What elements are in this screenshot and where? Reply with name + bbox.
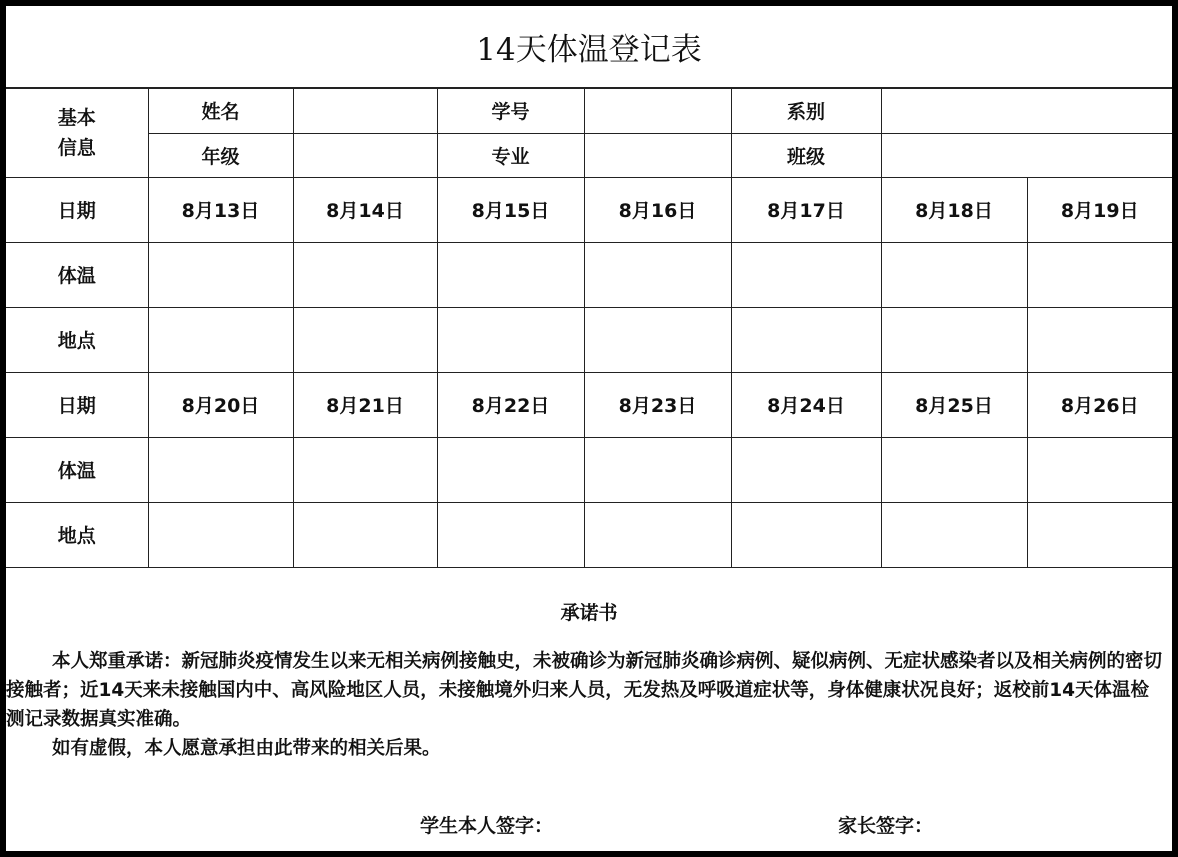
temperature-table [6, 89, 1172, 568]
date-cell: 8月16日 [584, 177, 731, 242]
temp-label: 体温 [6, 242, 148, 307]
temp-cell[interactable] [731, 437, 881, 502]
temp-row-week2 [6, 437, 1172, 502]
temp-cell[interactable] [1027, 242, 1172, 307]
pledge-body [6, 647, 1172, 763]
temp-cell[interactable] [293, 437, 437, 502]
place-cell[interactable] [584, 502, 731, 567]
date-cell: 8月24日 [731, 372, 881, 437]
place-cell[interactable] [437, 502, 584, 567]
place-label: 地点 [6, 307, 148, 372]
name-label: 姓名 [148, 89, 293, 133]
class-field[interactable] [881, 133, 1172, 177]
student-id-label: 学号 [437, 89, 584, 133]
temp-cell[interactable] [148, 437, 293, 502]
place-cell[interactable] [731, 307, 881, 372]
grade-label: 年级 [148, 133, 293, 177]
grade-field[interactable] [293, 133, 437, 177]
place-cell[interactable] [881, 307, 1027, 372]
place-cell[interactable] [1027, 307, 1172, 372]
major-label: 专业 [437, 133, 584, 177]
temp-cell[interactable] [731, 242, 881, 307]
department-label: 系别 [731, 89, 881, 133]
student-signature-label[interactable]: 学生本人签字： [420, 815, 554, 837]
date-cell: 8月25日 [881, 372, 1027, 437]
basic-label-line1: 基本 [57, 106, 96, 129]
date-cell: 8月22日 [437, 372, 584, 437]
form-title: 14天体温登记表 [6, 6, 1172, 89]
date-cell: 8月19日 [1027, 177, 1172, 242]
basic-info-label [6, 89, 148, 177]
temp-cell[interactable] [1027, 437, 1172, 502]
place-cell[interactable] [293, 307, 437, 372]
place-cell[interactable] [437, 307, 584, 372]
place-row-week2 [6, 502, 1172, 567]
place-cell[interactable] [148, 307, 293, 372]
temp-cell[interactable] [148, 242, 293, 307]
date-row-week2 [6, 372, 1172, 437]
basic-label-line2: 信息 [57, 136, 96, 159]
place-label: 地点 [6, 502, 148, 567]
class-label: 班级 [731, 133, 881, 177]
temp-cell[interactable] [293, 242, 437, 307]
place-cell[interactable] [731, 502, 881, 567]
place-cell[interactable] [293, 502, 437, 567]
temp-cell[interactable] [584, 437, 731, 502]
place-cell[interactable] [881, 502, 1027, 567]
date-cell: 8月13日 [148, 177, 293, 242]
student-id-field[interactable] [584, 89, 731, 133]
pledge-section [6, 574, 1172, 763]
date-cell: 8月17日 [731, 177, 881, 242]
temp-cell[interactable] [584, 242, 731, 307]
place-row-week1 [6, 307, 1172, 372]
date-cell: 8月14日 [293, 177, 437, 242]
date-cell: 8月21日 [293, 372, 437, 437]
pledge-paragraph-2: 如有虚假，本人愿意承担由此带来的相关后果。 [52, 738, 441, 759]
date-label: 日期 [6, 372, 148, 437]
date-cell: 8月23日 [584, 372, 731, 437]
temp-cell[interactable] [881, 437, 1027, 502]
date-cell: 8月15日 [437, 177, 584, 242]
parent-signature-label[interactable]: 家长签字： [838, 815, 934, 837]
temp-label: 体温 [6, 437, 148, 502]
date-cell: 8月20日 [148, 372, 293, 437]
pledge-paragraph-1: 本人郑重承诺：新冠肺炎疫情发生以来无相关病例接触史，未被确诊为新冠肺炎确诊病例、疑似病例、无症状感染者以及相关病例的密切接触者；近14天来未接触国内中、高风险地区人员，未接触境外归来人员，无发热及呼吸道症状等，身体健康状况良好；返校前14天体温检测记录数据真实准确。 [6, 651, 1163, 730]
name-field[interactable] [293, 89, 437, 133]
pledge-title: 承诺书 [560, 602, 618, 624]
date-label: 日期 [6, 177, 148, 242]
place-cell[interactable] [148, 502, 293, 567]
temp-row-week1 [6, 242, 1172, 307]
department-field[interactable] [881, 89, 1172, 133]
date-cell: 8月18日 [881, 177, 1027, 242]
temp-cell[interactable] [437, 437, 584, 502]
date-row-week1 [6, 177, 1172, 242]
place-cell[interactable] [584, 307, 731, 372]
temp-cell[interactable] [437, 242, 584, 307]
registration-sheet [6, 6, 1172, 851]
temp-cell[interactable] [881, 242, 1027, 307]
place-cell[interactable] [1027, 502, 1172, 567]
major-field[interactable] [584, 133, 731, 177]
date-cell: 8月26日 [1027, 372, 1172, 437]
